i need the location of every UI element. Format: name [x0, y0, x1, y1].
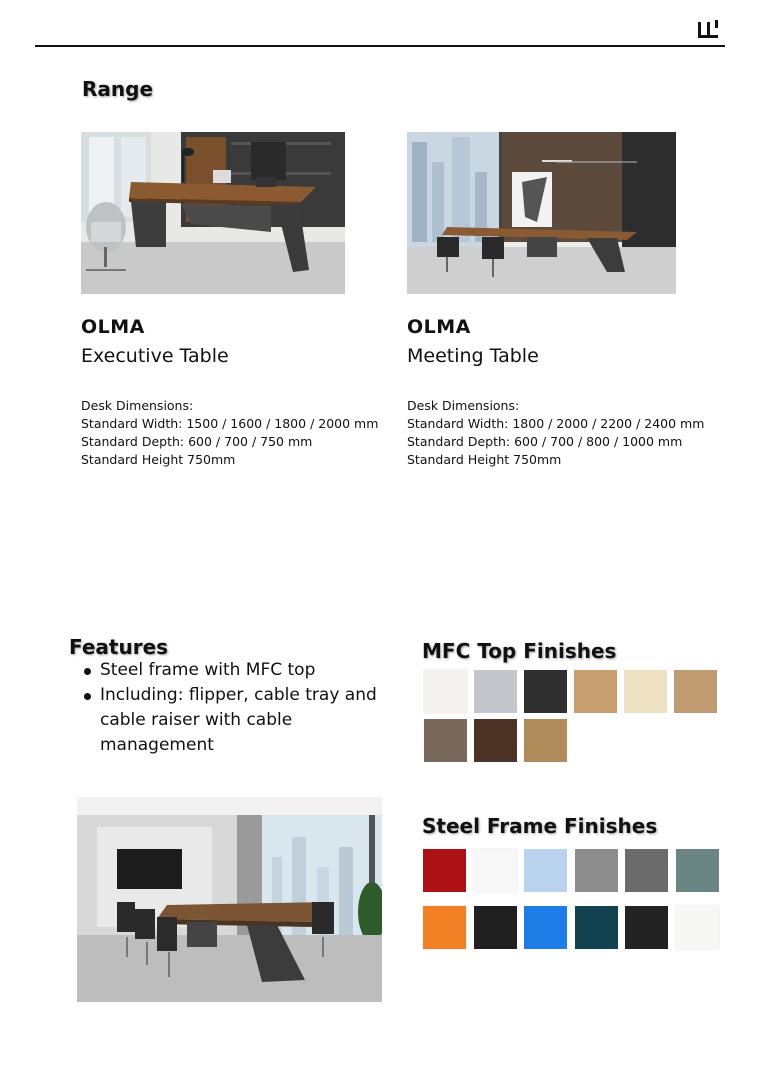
- spec-line: Desk Dimensions:: [81, 398, 194, 413]
- conference-room-photo: [77, 797, 382, 1002]
- product-specs: [407, 397, 704, 469]
- meeting-table-photo: [407, 132, 676, 294]
- brand-logo-icon: [697, 18, 721, 40]
- steel-swatch-grid: [423, 849, 723, 954]
- steel-finishes-title: Steel Frame Finishes: [422, 814, 658, 838]
- steel-color-swatch: [575, 849, 618, 892]
- header-divider: [35, 45, 725, 47]
- feature-item: Steel frame with MFC top: [70, 658, 390, 683]
- steel-color-swatch: [575, 906, 618, 949]
- steel-color-swatch: [423, 906, 466, 949]
- spec-line: Standard Height 750mm: [81, 452, 236, 467]
- steel-color-swatch: [524, 906, 567, 949]
- spec-line: Standard Height 750mm: [407, 452, 562, 467]
- product-name: OLMA: [81, 316, 145, 338]
- steel-color-swatch: [474, 849, 517, 892]
- mfc-color-swatch: [524, 719, 567, 762]
- spec-line: Standard Depth: 600 / 700 / 800 / 1000 mm: [407, 434, 683, 449]
- product-subtitle: Meeting Table: [407, 345, 539, 367]
- mfc-color-swatch: [424, 670, 467, 713]
- feature-item: Including: flipper, cable tray and cable raiser with cable management: [70, 683, 390, 758]
- mfc-color-swatch: [574, 670, 617, 713]
- product-specs: [81, 397, 378, 469]
- mfc-finishes-title: MFC Top Finishes: [422, 639, 617, 663]
- steel-color-swatch: [423, 849, 466, 892]
- mfc-color-swatch: [474, 670, 517, 713]
- mfc-color-swatch: [674, 670, 717, 713]
- spec-line: Standard Width: 1800 / 2000 / 2200 / 2400 mm: [407, 416, 705, 431]
- spec-line: Standard Width: 1500 / 1600 / 1800 / 2000 mm: [81, 416, 379, 431]
- steel-color-swatch: [474, 906, 517, 949]
- mfc-color-swatch: [624, 670, 667, 713]
- product-subtitle: Executive Table: [81, 345, 229, 367]
- product-name: OLMA: [407, 316, 471, 338]
- features-list: [70, 658, 390, 758]
- steel-color-swatch: [676, 906, 719, 949]
- steel-color-swatch: [524, 849, 567, 892]
- features-title: Features: [69, 635, 169, 659]
- executive-table-photo: [81, 132, 345, 294]
- steel-color-swatch: [625, 906, 668, 949]
- steel-color-swatch: [676, 849, 719, 892]
- mfc-color-swatch: [424, 719, 467, 762]
- mfc-swatch-grid: [424, 670, 724, 765]
- mfc-color-swatch: [524, 670, 567, 713]
- steel-color-swatch: [625, 849, 668, 892]
- range-title: Range: [82, 77, 154, 101]
- spec-line: Desk Dimensions:: [407, 398, 520, 413]
- mfc-color-swatch: [474, 719, 517, 762]
- spec-line: Standard Depth: 600 / 700 / 750 mm: [81, 434, 313, 449]
